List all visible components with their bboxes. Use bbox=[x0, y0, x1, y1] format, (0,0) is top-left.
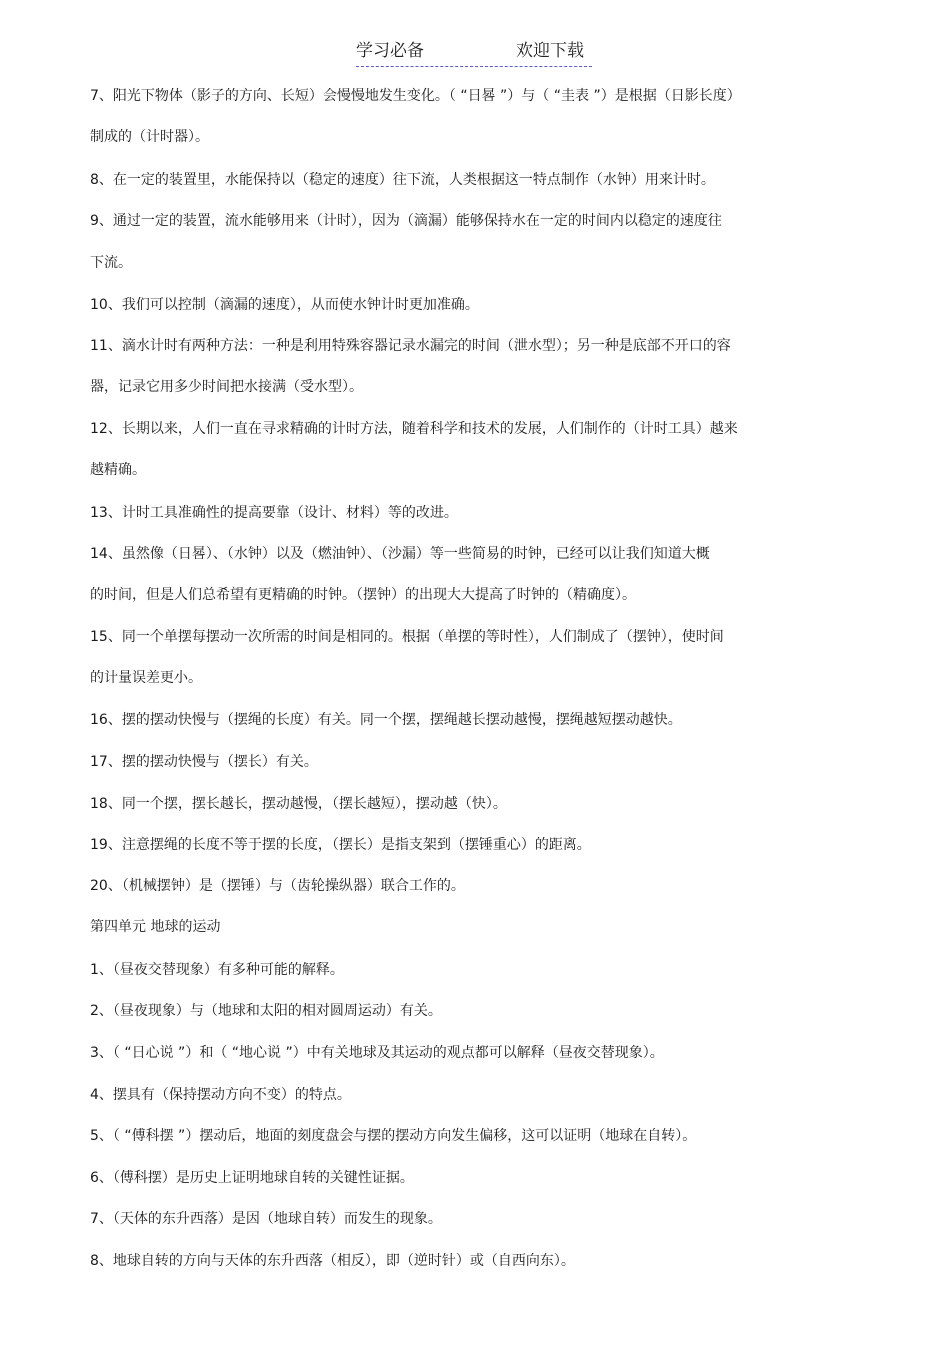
text-line: 1、（昼夜交替现象）有多种可能的解释。 bbox=[90, 962, 344, 978]
text-line: 3、（ “日心说 ”）和（ “地心说 ”）中有关地球及其运动的观点都可以解释（昼夜交替现象）。 bbox=[90, 1045, 664, 1061]
text-line: 制成的（计时器）。 bbox=[90, 129, 209, 145]
text-line: 7、（天体的东升西落）是因（地球自转）而发生的现象。 bbox=[90, 1211, 442, 1227]
text-line: 17、摆的摆动快慢与（摆长）有关。 bbox=[90, 754, 318, 770]
text-line: 的计量误差更小。 bbox=[90, 670, 202, 686]
text-line: 8、在一定的装置里，水能保持以（稳定的速度）往下流，人类根据这一特点制作（水钟）用来计时。 bbox=[90, 172, 715, 188]
page-header bbox=[356, 40, 592, 67]
text-line: 20、（机械摆钟）是（摆锤）与（齿轮操纵器）联合工作的。 bbox=[90, 878, 465, 894]
header-right-text: 欢迎下载 bbox=[516, 41, 584, 61]
text-line: 12、长期以来，人们一直在寻求精确的计时方法，随着科学和技术的发展，人们制作的（计时工具）越来 bbox=[90, 421, 738, 437]
header-left-text: 学习必备 bbox=[356, 41, 424, 61]
text-line: 18、同一个摆，摆长越长，摆动越慢，（摆长越短），摆动越（快）。 bbox=[90, 796, 507, 812]
text-line: 6、（傅科摆）是历史上证明地球自转的关键性证据。 bbox=[90, 1170, 414, 1186]
text-line: 4、摆具有（保持摆动方向不变）的特点。 bbox=[90, 1087, 351, 1103]
text-line: 下流。 bbox=[90, 255, 132, 271]
text-line: 10、我们可以控制（滴漏的速度），从而使水钟计时更加准确。 bbox=[90, 297, 479, 313]
text-line: 越精确。 bbox=[90, 462, 146, 478]
text-line: 11、滴水计时有两种方法：一种是利用特殊容器记录水漏完的时间（泄水型）；另一种是底部不开口的容 bbox=[90, 338, 731, 354]
text-line: 2、（昼夜现象）与（地球和太阳的相对圆周运动）有关。 bbox=[90, 1003, 442, 1019]
text-line: 8、地球自转的方向与天体的东升西落（相反），即（逆时针）或（自西向东）。 bbox=[90, 1253, 575, 1269]
text-line: 7、阳光下物体（影子的方向、长短）会慢慢地发生变化。（ “日晷 ”）与（ “圭表 ”）是根据（日影长度） bbox=[90, 88, 741, 104]
text-line: 13、计时工具准确性的提高要靠（设计、材料）等的改进。 bbox=[90, 505, 458, 521]
text-line: 9、通过一定的装置，流水能够用来（计时），因为（滴漏）能够保持水在一定的时间内以稳定的速度往 bbox=[90, 213, 722, 229]
text-line: 19、注意摆绳的长度不等于摆的长度，（摆长）是指支架到（摆锤重心）的距离。 bbox=[90, 837, 591, 853]
text-line: 14、虽然像（日晷）、（水钟）以及（燃油钟）、（沙漏）等一些简易的时钟，已经可以让我们知道大概 bbox=[90, 546, 710, 562]
text-line: 5、（ “傅科摆 ”）摆动后，地面的刻度盘会与摆的摆动方向发生偏移，这可以证明（地球在自转）。 bbox=[90, 1128, 697, 1144]
text-line: 器，记录它用多少时间把水接满（受水型）。 bbox=[90, 379, 363, 395]
text-line: 的时间，但是人们总希望有更精确的时钟。（摆钟）的出现大大提高了时钟的（精确度）。 bbox=[90, 587, 636, 603]
text-line: 16、摆的摆动快慢与（摆绳的长度）有关。同一个摆，摆绳越长摆动越慢，摆绳越短摆动越快。 bbox=[90, 712, 682, 728]
text-line: 15、同一个单摆每摆动一次所需的时间是相同的。根据（单摆的等时性），人们制成了（摆钟），使时间 bbox=[90, 629, 724, 645]
section-heading: 第四单元 地球的运动 bbox=[90, 919, 221, 935]
